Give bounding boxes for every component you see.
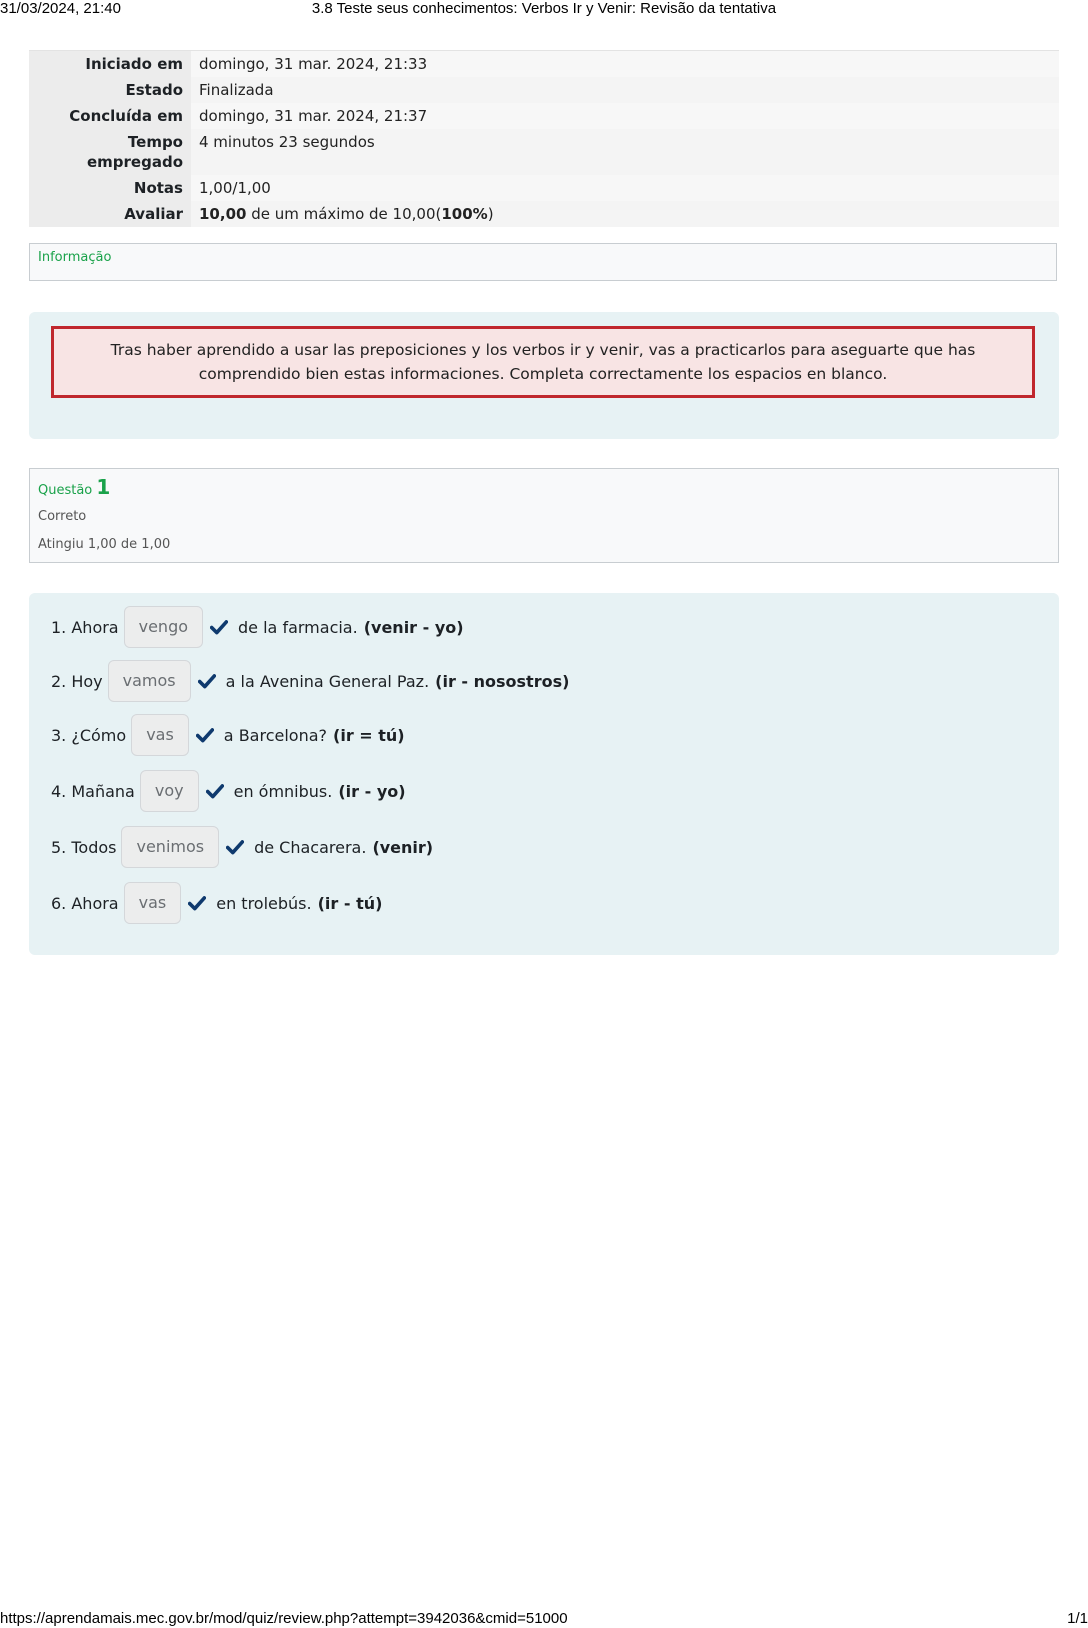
line-suffix: de Chacarera. [254, 837, 367, 857]
summary-label: Notas [29, 175, 191, 201]
answer-field[interactable]: vamos [108, 660, 191, 702]
information-label: Informação [38, 250, 112, 265]
line-hint: (ir = tú) [333, 725, 405, 745]
information-box [29, 243, 1057, 281]
line-suffix: de la farmacia. [238, 617, 358, 637]
question-content-panel [29, 593, 1059, 955]
answer-field[interactable]: venimos [121, 826, 219, 868]
line-prefix: 3. ¿Cómo [51, 725, 127, 745]
summary-label: Estado [29, 77, 191, 103]
summary-value: domingo, 31 mar. 2024, 21:33 [199, 55, 428, 73]
answer-field[interactable]: voy [140, 770, 199, 812]
summary-label: Iniciado em [29, 51, 191, 77]
answer-field[interactable]: vas [131, 714, 189, 756]
correct-check-icon [198, 672, 216, 690]
summary-row-grade [29, 201, 1059, 227]
summary-value: 4 minutos 23 segundos [199, 133, 375, 151]
summary-row-completed [29, 103, 1059, 129]
summary-value [191, 201, 1059, 227]
line-hint: (venir - yo) [363, 617, 464, 637]
summary-row-state [29, 77, 1059, 103]
line-suffix: en ómnibus. [233, 781, 333, 801]
summary-label: Avaliar [29, 201, 191, 227]
description-panel [29, 312, 1059, 439]
print-footer [0, 1610, 1088, 1628]
grade-percent: 100% [441, 205, 488, 223]
print-page-title: 3.8 Teste seus conhecimentos: Verbos Ir y Venir: Revisão da tentativa [311, 0, 777, 17]
line-suffix: en trolebús. [216, 893, 312, 913]
print-url: https://aprendamais.mec.gov.br/mod/quiz/review.php?attempt=3942036&cmid=51000 [0, 1610, 568, 1627]
summary-value: 1,00/1,00 [199, 179, 271, 197]
summary-value: domingo, 31 mar. 2024, 21:37 [199, 107, 428, 125]
summary-label: Concluída em [29, 103, 191, 129]
grade-score: 10,00 [199, 205, 247, 223]
line-hint: (venir) [372, 837, 434, 857]
line-prefix: 1. Ahora [51, 617, 119, 637]
print-page-number: 1/1 [1067, 1610, 1088, 1627]
grade-text: de um máximo de 10,00( [246, 205, 442, 223]
line-suffix: a Barcelona? [223, 725, 328, 745]
question-line [51, 713, 405, 757]
summary-value: Finalizada [199, 81, 274, 99]
question-line [51, 659, 569, 703]
correct-check-icon [196, 726, 214, 744]
correct-check-icon [210, 618, 228, 636]
answer-field[interactable]: vas [124, 882, 182, 924]
line-prefix: 6. Ahora [51, 893, 119, 913]
summary-row-marks [29, 175, 1059, 201]
line-hint: (ir - tú) [317, 893, 383, 913]
question-line [51, 605, 464, 649]
line-prefix: 2. Hoy [51, 671, 103, 691]
print-date: 31/03/2024, 21:40 [0, 0, 121, 17]
attempt-summary-table [29, 50, 1059, 227]
line-suffix: a la Avenina General Paz. [225, 671, 430, 691]
correct-check-icon [188, 894, 206, 912]
question-line [51, 769, 406, 813]
summary-row-started [29, 51, 1059, 77]
question-info-box [29, 468, 1059, 563]
grade-close: ) [487, 205, 494, 223]
question-line [51, 881, 382, 925]
question-line [51, 825, 433, 869]
summary-label: Tempo empregado [29, 129, 191, 175]
line-hint: (ir - yo) [338, 781, 406, 801]
instruction-alert: Tras haber aprendido a usar las preposiciones y los verbos ir y venir, vas a practicarlos para aseguarte que has comprendido bien estas informaciones. Completa correctamente los espacios en blanco. [51, 326, 1035, 398]
print-header [0, 0, 1088, 18]
question-state: Correto [38, 509, 87, 524]
summary-row-time-taken [29, 129, 1059, 175]
correct-check-icon [206, 782, 224, 800]
question-prefix: Questão [38, 483, 93, 498]
line-prefix: 4. Mañana [51, 781, 135, 801]
question-number-value: 1 [96, 475, 111, 499]
line-hint: (ir - nosostros) [435, 671, 570, 691]
correct-check-icon [226, 838, 244, 856]
answer-field[interactable]: vengo [124, 606, 203, 648]
line-prefix: 5. Todos [51, 837, 117, 857]
question-number [38, 475, 110, 499]
question-grade: Atingiu 1,00 de 1,00 [38, 537, 171, 552]
